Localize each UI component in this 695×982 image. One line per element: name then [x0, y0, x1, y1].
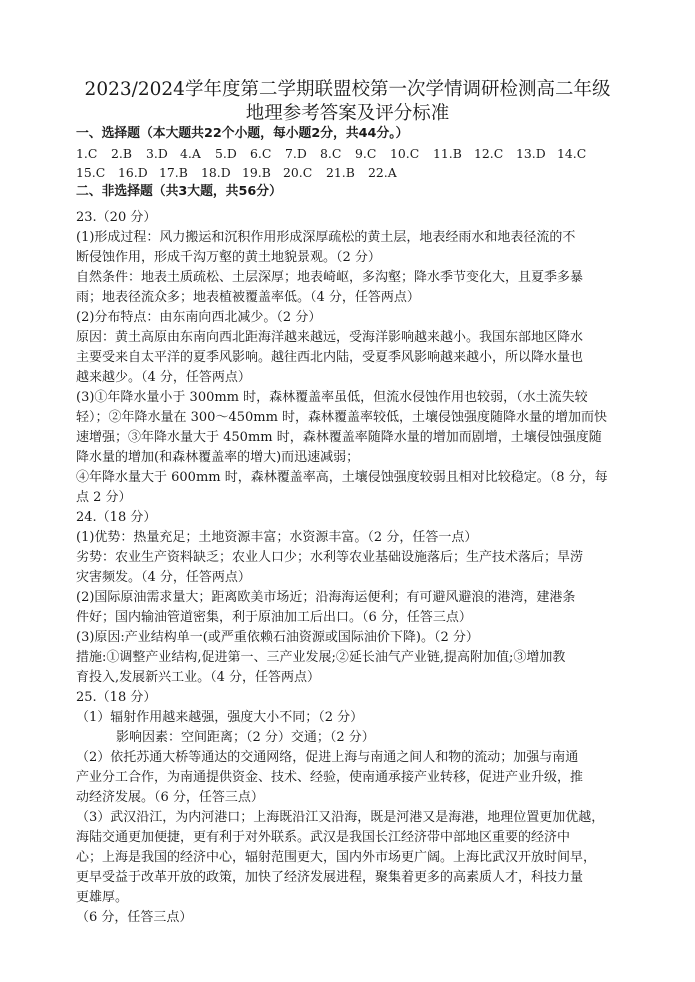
answer-9: 9.C — [355, 146, 377, 161]
document-title: 2023/2024学年度第二学期联盟校第一次学情调研检测高二年级 — [84, 79, 611, 100]
q25-line: 动经济发展。（6 分，任答三点） — [76, 790, 264, 805]
q23-line: 速增强；③年降水量大于 450mm 时，森林覆盖率随降水量的增加而剧增，土壤侵蚀强度随 — [76, 430, 602, 445]
q25-line: 心；上海是我国的经济中心，辐射范围更大，国内外市场更广阔。上海比武汉开放时间早， — [76, 850, 597, 865]
q23-line: 断侵蚀作用，形成千沟万壑的黄土地貌景观。（2 分） — [76, 250, 381, 265]
answer-3: 3.D — [146, 146, 168, 161]
answer-6: 6.C — [250, 146, 272, 161]
q25-line: （2）依托苏通大桥等通达的交通网络，促进上海与南通之间人和物的流动；加强与南通 — [76, 750, 579, 765]
q24-header: 24.（18 分） — [76, 510, 157, 525]
q24-line: (3)原因:产业结构单一(或严重依赖石油资源或国际油价下降)。（2 分） — [76, 630, 479, 645]
q23-line: 主要受来自太平洋的夏季风影响。越往西北内陆，受夏季风影响越来越小，所以降水量也 — [76, 350, 584, 365]
q25-header: 25.（18 分） — [76, 690, 157, 705]
q25-line: （3）武汉沿江，为内河港口；上海既沿江又沿海，既是河港又是海港，地理位置更加优越， — [76, 810, 605, 825]
q23-line: 自然条件：地表土质疏松、土层深厚；地表崎岖，多沟壑；降水季节变化大，且夏季多暴 — [76, 270, 584, 285]
answer-10: 10.C — [390, 146, 420, 161]
q24-line: (2)国际原油需求量大；距离欧美市场近；沿海海运便利；有可避风避浪的港湾，建港条 — [76, 590, 576, 605]
answer-14: 14.C — [557, 146, 587, 161]
answer-12: 12.C — [474, 146, 504, 161]
answer-20: 20.C — [283, 165, 313, 180]
answer-19: 19.B — [242, 165, 271, 180]
answer-13: 13.D — [516, 146, 546, 161]
q25-line: 产业分工合作，为南通提供资金、技术、经验，使南通承接产业转移，促进产业升级，推 — [76, 770, 584, 785]
q25-line: （1）辐射作用越来越强，强度大小不同；（2 分） — [76, 710, 364, 725]
q23-line: 原因：黄土高原由东南向西北距海洋越来越远，受海洋影响越来越小。我国东部地区降水 — [76, 330, 584, 345]
q24-line: 劣势：农业生产资料缺乏；农业人口少；水利等农业基础设施落后；生产技术落后；旱涝 — [76, 550, 584, 565]
q23-line: ④年降水量大于 600mm 时，森林覆盖率高，土壤侵蚀强度较弱且相对比较稳定。（8 分，每 — [76, 470, 608, 485]
q23-line: 降水量的增加(和森林覆盖率的增大)而迅速减弱； — [76, 450, 360, 465]
answer-17: 17.B — [159, 165, 188, 180]
document-subtitle: 地理参考答案及评分标准 — [245, 103, 450, 124]
q23-line: (3)①年降水量小于 300mm 时，森林覆盖率虽低，但流水侵蚀作用也较弱，（水土流失较 — [76, 390, 588, 405]
q25-line: 更早受益于改革开放的政策，加快了经济发展进程，聚集着更多的高素质人才，科技力量 — [76, 870, 584, 885]
answer-22: 22.A — [368, 165, 397, 180]
q23-header: 23.（20 分） — [76, 210, 157, 225]
answer-16: 16.D — [118, 165, 148, 180]
q23-line: 轻）；②年降水量在 300～450mm 时，森林覆盖率较低，土壤侵蚀强度随降水量的增加而快 — [76, 410, 608, 425]
answer-7: 7.D — [285, 146, 307, 161]
q24-line: 措施:①调整产业结构,促进第一、三产业发展;②延长油气产业链,提高附加值;③增加教 — [76, 650, 566, 665]
q24-line: 件好；国内输油管道密集，利于原油加工后出口。（6 分，任答三点） — [76, 610, 472, 625]
answer-8: 8.C — [320, 146, 342, 161]
q25-line: （6 分，任答三点） — [76, 910, 193, 925]
q23-line: 点 2 分） — [76, 490, 132, 505]
answer-1: 1.C — [76, 146, 98, 161]
q24-line: 育投入,发展新兴工业。（4 分，任答两点） — [76, 670, 321, 685]
q24-line: 灾害频发。（4 分，任答两点） — [76, 570, 251, 585]
q23-line: 越来越少。（4 分，任答两点） — [76, 370, 251, 385]
answer-15: 15.C — [76, 165, 106, 180]
q23-line: (1)形成过程：风力搬运和沉积作用形成深厚疏松的黄土层，地表经雨水和地表径流的不 — [76, 230, 576, 245]
answer-21: 21.B — [326, 165, 355, 180]
q25-line: 影响因素：空间距离；（2 分）交通；（2 分） — [116, 730, 375, 745]
answer-5: 5.D — [215, 146, 237, 161]
answer-18: 18.D — [201, 165, 231, 180]
q23-line: (2)分布特点：由东南向西北减少。（2 分） — [76, 310, 322, 325]
q25-line: 更雄厚。 — [76, 890, 129, 905]
answer-11: 11.B — [433, 146, 462, 161]
q23-line: 雨；地表径流众多；地表植被覆盖率低。（4 分，任答两点） — [76, 290, 420, 305]
answer-2: 2.B — [111, 146, 132, 161]
answer-4: 4.A — [180, 146, 201, 161]
q25-line: 海陆交通更加便捷，更有利于对外联系。武汉是我国长江经济带中部地区重要的经济中 — [76, 830, 571, 845]
section-1-heading: 一、选择题（本大题共22个小题，每小题2分，共44分。） — [76, 126, 409, 141]
section-2-heading: 二、非选择题（共3大题，共56分） — [76, 184, 282, 199]
q24-line: (1)优势：热量充足；土地资源丰富；水资源丰富。（2 分，任答一点） — [76, 530, 478, 545]
